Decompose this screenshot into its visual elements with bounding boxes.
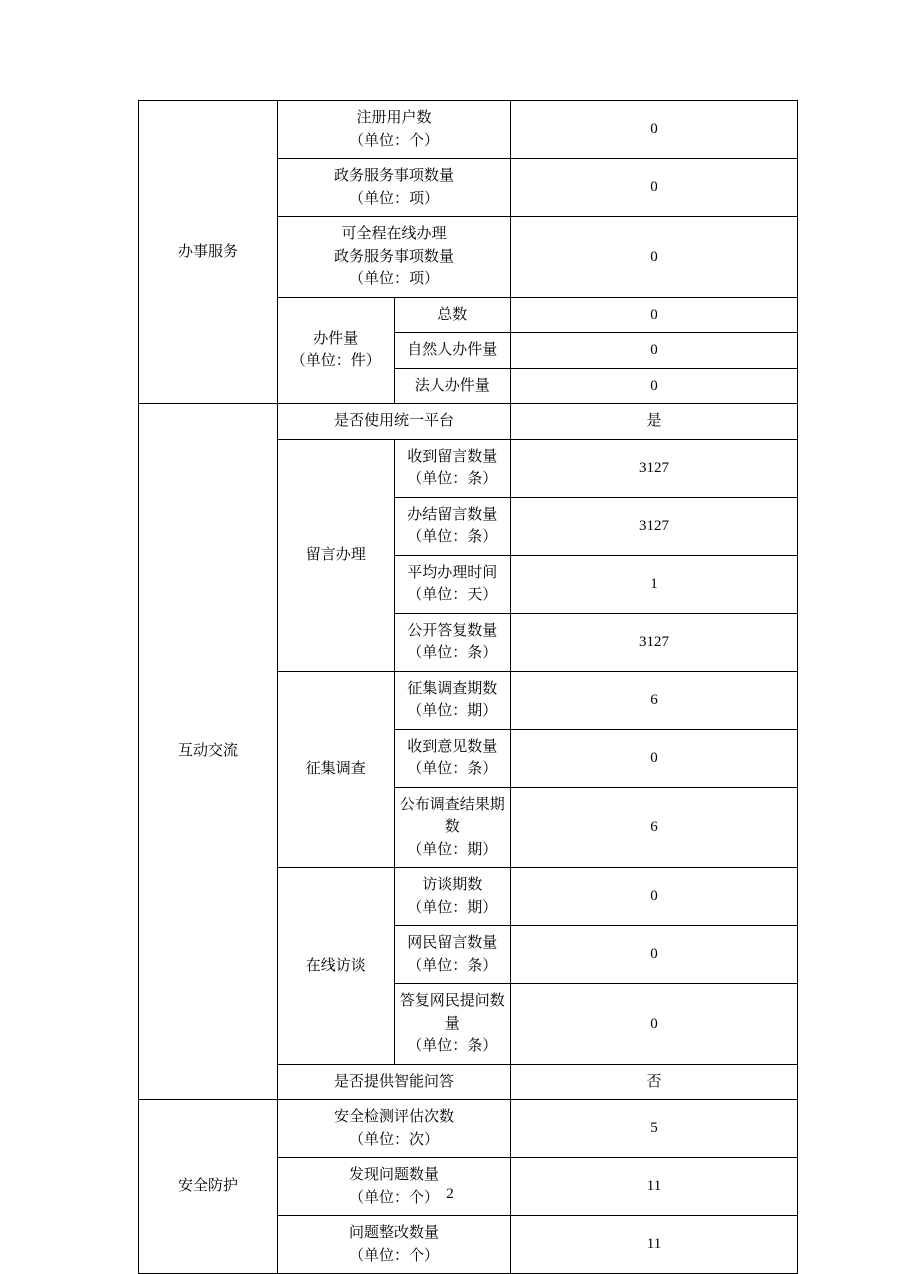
value-cell: 3127: [511, 613, 798, 671]
value-cell: 0: [511, 297, 798, 333]
category-cell-interaction: 互动交流: [139, 404, 278, 1100]
item-cell-smart-qa: 是否提供智能问答: [278, 1064, 511, 1100]
sub-label-line2: （单位：天）: [407, 587, 498, 603]
sub-label-line2: （单位：条）: [407, 645, 498, 661]
sub-label-line2: （单位：条）: [407, 471, 498, 487]
sub-item-cell-messages-completed: [394, 497, 511, 555]
sub-item-cell-messages-received: [394, 439, 511, 497]
item-label-line1: 注册用户数: [356, 110, 432, 126]
table-row: [139, 1100, 798, 1158]
sub-label-line1: 网民留言数量: [407, 935, 498, 951]
sub-label-line1: 收到意见数量: [407, 738, 498, 755]
item-label-line1: 发现问题数量: [348, 1167, 439, 1183]
item-label-line1: 办件量: [313, 330, 359, 347]
sub-label-line1: 答复网民提问数量: [399, 993, 505, 1032]
sub-label-line2: （单位：期）: [407, 899, 498, 916]
category-cell-security: 安全防护: [139, 1100, 278, 1274]
sub-label-line2: （单位：期）: [407, 703, 498, 719]
item-label-line2: （单位：件）: [290, 353, 381, 370]
value-cell: 0: [511, 101, 798, 159]
value-cell: 1: [511, 555, 798, 613]
sub-item-cell-opinions-received: [394, 729, 511, 787]
sub-label-line1: 公布调查结果期数: [399, 796, 505, 835]
value-cell: 0: [511, 729, 798, 787]
value-cell: 否: [511, 1064, 798, 1100]
sub-item-cell-answered-questions: [394, 984, 511, 1065]
value-cell: 6: [511, 787, 798, 868]
item-cell-message-handling: 留言办理: [278, 439, 395, 671]
sub-item-cell-interview-sessions: [394, 868, 511, 926]
sub-item-cell-survey-sessions: [394, 671, 511, 729]
item-label-line1: 可全程在线办理: [341, 226, 447, 242]
item-cell-online-interviews: 在线访谈: [278, 868, 395, 1065]
sub-label-line1: 访谈期数: [422, 877, 483, 893]
item-cell-service-items-count: [278, 159, 511, 217]
sub-label-line2: （单位：条）: [407, 1038, 498, 1054]
value-cell: 11: [511, 1216, 798, 1274]
item-cell-unified-platform: 是否使用统一平台: [278, 404, 511, 440]
item-cell-registered-users: [278, 101, 511, 159]
sub-label-line1: 征集调查期数: [407, 680, 498, 697]
sub-item-cell-legal-person: 法人办件量: [394, 368, 511, 404]
sub-item-cell-natural-person: 自然人办件量: [394, 333, 511, 369]
value-cell: 11: [511, 1158, 798, 1216]
sub-item-cell-total: 总数: [394, 297, 511, 333]
item-cell-surveys: 征集调查: [278, 671, 395, 868]
sub-label-line1: 公开答复数量: [407, 622, 498, 639]
table-row: [139, 404, 798, 440]
value-cell: 是: [511, 404, 798, 440]
item-cell-issues-rectified: [278, 1216, 511, 1274]
item-label-line1: 安全检测评估次数: [333, 1109, 454, 1125]
value-cell: 0: [511, 333, 798, 369]
category-cell-service: 办事服务: [139, 101, 278, 404]
sub-label-line2: （单位：条）: [407, 761, 498, 777]
value-cell: 0: [511, 926, 798, 984]
value-cell: 6: [511, 671, 798, 729]
sub-item-cell-average-handling-time: [394, 555, 511, 613]
value-cell: 0: [511, 984, 798, 1065]
item-label-line1: 问题整改数量: [348, 1225, 439, 1241]
sub-item-cell-published-results: [394, 787, 511, 868]
sub-label-line1: 办结留言数量: [407, 506, 498, 523]
item-cell-security-assessments: [278, 1100, 511, 1158]
value-cell: 3127: [511, 497, 798, 555]
sub-label-line2: （单位：条）: [407, 529, 498, 545]
value-cell: 0: [511, 868, 798, 926]
item-label-line1: 政务服务事项数量: [333, 168, 454, 184]
item-label-line2: （单位：个）: [348, 132, 439, 149]
value-cell: 3127: [511, 439, 798, 497]
value-cell: 5: [511, 1100, 798, 1158]
item-label-line2: （单位：项）: [348, 190, 439, 207]
item-label-line2: （单位：次）: [348, 1131, 439, 1148]
table-row: [139, 101, 798, 159]
item-cell-handled-cases: [278, 297, 395, 404]
item-label-line2: 政务服务事项数量: [333, 248, 454, 265]
sub-label-line1: 收到留言数量: [407, 448, 498, 465]
item-cell-fully-online-service-items: [278, 217, 511, 298]
item-label-line3: （单位：项）: [348, 271, 439, 287]
sub-label-line2: （单位：期）: [407, 841, 498, 858]
sub-label-line1: 平均办理时间: [407, 564, 498, 581]
item-label-line2: （单位：个）: [348, 1247, 439, 1264]
sub-item-cell-public-replies: [394, 613, 511, 671]
sub-label-line2: （单位：条）: [407, 957, 498, 974]
value-cell: 0: [511, 368, 798, 404]
item-label-line2: （单位：个）: [348, 1189, 439, 1206]
value-cell: 0: [511, 159, 798, 217]
sub-item-cell-netizen-messages: [394, 926, 511, 984]
value-cell: 0: [511, 217, 798, 298]
page-number: 2: [446, 1186, 454, 1202]
government-website-statistics-table: [138, 100, 798, 1274]
